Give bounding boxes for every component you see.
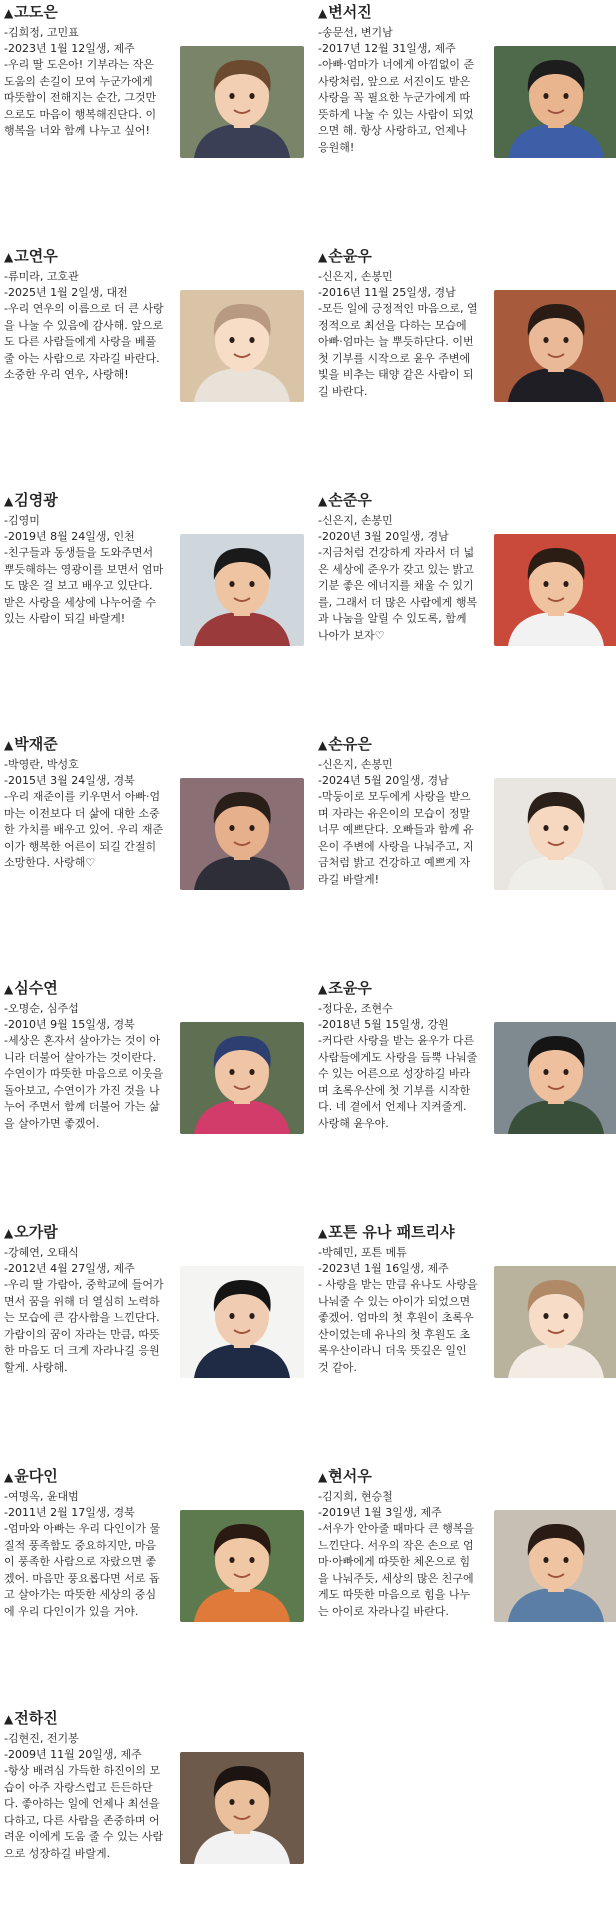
child-entry: [318, 246, 616, 400]
triangle-icon: ▲: [4, 1712, 14, 1726]
child-photo: [494, 778, 616, 890]
child-entry: [318, 734, 616, 888]
birth-info: -2016년 11월 25일생, 경남: [318, 286, 456, 299]
birth-info: -2018년 5월 15일생, 강원: [318, 1018, 449, 1031]
child-entry: [318, 1222, 616, 1376]
child-photo: [494, 1022, 616, 1134]
triangle-icon: ▲: [318, 1470, 328, 1484]
triangle-icon: ▲: [4, 738, 14, 752]
child-name: [318, 1222, 616, 1243]
triangle-icon: ▲: [318, 982, 328, 996]
child-entry: [4, 978, 304, 1132]
child-name: [318, 2, 616, 23]
child-name-text: 오가람: [14, 1223, 58, 1241]
birth-info: -2023년 1월 12일생, 제주: [4, 42, 135, 55]
parent-message: -항상 배려심 가득한 하진이의 모습이 아주 자랑스럽고 든든하단다. 좋아하는 일에 언제나 최선을 다하고, 다른 사람을 존중하며 어려운 이에게 도움 줄 수 있는 사람으로 성장하길 바랄게.: [4, 1764, 164, 1860]
parent-message: -우리 연우의 이름으로 더 큰 사랑을 나눌 수 있음에 감사해. 앞으로도 다른 사람들에게 사랑을 베풀 줄 아는 사람으로 자라길 바란다. 소중한 우리 연우, 사랑해!: [4, 302, 164, 381]
child-name-text: 김영광: [14, 491, 58, 509]
child-name: [4, 1466, 304, 1487]
parent-message: -지금처럼 건강하게 자라서 더 넓은 세상에 준우가 갖고 있는 밝고 기분 좋은 에너지를 채울 수 있기를, 그래서 더 많은 사람에게 행복과 나눔을 알릴 수 있도록, 함께 나아가 보자♡: [318, 546, 478, 642]
triangle-icon: ▲: [318, 738, 328, 752]
child-photo: [494, 1510, 616, 1622]
triangle-icon: ▲: [318, 6, 328, 20]
child-entry: [318, 490, 616, 644]
parent-message: -서우가 안아줄 때마다 큰 행복을 느낀단다. 서우의 작은 손으로 엄마·아빠에게 따뜻한 체온으로 힘을 나눠주듯, 세상의 많은 친구에게도 따뜻한 마음으로 힘을 나누는 아이로 자라나길 바란다.: [318, 1522, 475, 1618]
child-entry: [4, 246, 304, 384]
child-name: [4, 734, 304, 755]
child-name-text: 조윤우: [328, 979, 372, 997]
birth-info: -2019년 1월 3일생, 제주: [318, 1506, 442, 1519]
triangle-icon: ▲: [4, 250, 14, 264]
birth-info: -2020년 3월 20일생, 경남: [318, 530, 449, 543]
child-entry: [318, 2, 616, 156]
birth-info: -2017년 12월 31일생, 제주: [318, 42, 456, 55]
birth-info: -2019년 8월 24일생, 인천: [4, 530, 135, 543]
child-name-text: 손윤우: [328, 247, 372, 265]
triangle-icon: ▲: [4, 982, 14, 996]
child-photo: [180, 1022, 304, 1134]
birth-info: -2015년 3월 24일생, 경북: [4, 774, 135, 787]
child-name: [318, 1466, 616, 1487]
child-photo: [180, 778, 304, 890]
parent-message: -우리 딸 가람아, 중학교에 들어가면서 꿈을 위해 더 열심히 노력하는 모습에 큰 감사함을 느낀단다. 가람이의 꿈이 자라는 만큼, 따뜻한 마음도 더 크게 자라나길 응원할게. 사랑해.: [4, 1278, 164, 1374]
child-entry: [4, 2, 304, 140]
parent-message: -커다란 사랑을 받는 윤우가 다른 사람들에게도 사랑을 듬뿍 나눠줄 수 있는 어른으로 성장하길 바라며 초록우산에 첫 기부를 시작한다. 네 곁에서 언제나 지켜줄게. 사랑해 윤우야.: [318, 1034, 478, 1130]
parents-names: -박혜민, 포튼 메튜: [318, 1246, 407, 1259]
child-entry: [318, 978, 616, 1132]
child-photo: [180, 1266, 304, 1378]
child-photo: [180, 534, 304, 646]
triangle-icon: ▲: [4, 1226, 14, 1240]
child-entry: [4, 734, 304, 872]
child-entry: [4, 490, 304, 628]
triangle-icon: ▲: [318, 494, 328, 508]
parent-message: -친구들과 동생들을 도와주면서 뿌듯해하는 영광이를 보면서 엄마도 많은 걸 보고 배우고 있단다. 받은 사랑을 세상에 나누어줄 수 있는 사람이 되길 바랄게!: [4, 546, 164, 625]
child-name-text: 변서진: [328, 3, 372, 21]
child-photo: [494, 46, 616, 158]
parents-names: -신은지, 손봉민: [318, 514, 393, 527]
parents-names: -김지희, 현승철: [318, 1490, 393, 1503]
triangle-icon: ▲: [318, 1226, 328, 1240]
parents-names: -여명옥, 윤대범: [4, 1490, 79, 1503]
child-name-text: 현서우: [328, 1467, 372, 1485]
child-name-text: 포튼 유나 패트리샤: [328, 1223, 455, 1241]
child-photo: [180, 290, 304, 402]
birth-info: -2010년 9월 15일생, 경북: [4, 1018, 135, 1031]
parents-names: -김영미: [4, 514, 40, 527]
child-name: [4, 246, 304, 267]
child-entry: [4, 1222, 304, 1376]
birth-info: -2023년 1월 16일생, 제주: [318, 1262, 449, 1275]
child-name-text: 손준우: [328, 491, 372, 509]
birth-info: -2009년 11월 20일생, 제주: [4, 1748, 142, 1761]
child-name-text: 윤다인: [14, 1467, 58, 1485]
parent-message: - 사랑을 받는 만큼 유나도 사랑을 나눠줄 수 있는 아이가 되었으면 좋겠어. 엄마의 첫 후원이 초록우산이었는데 유나의 첫 후원도 초록우산이라니 더욱 뜻깊은 일인 것 같아.: [318, 1278, 478, 1374]
parent-message: -세상은 혼자서 살아가는 것이 아니라 더불어 살아가는 것이란다. 수연이가 따뜻한 마음으로 이웃을 돌아보고, 수연이가 가진 것을 나누어 주면서 함께 더불어 가는 삶을 살아가면 좋겠어.: [4, 1034, 164, 1130]
child-name-text: 박재준: [14, 735, 58, 753]
parents-names: -김희정, 고민표: [4, 26, 79, 39]
parents-names: -정다운, 조현수: [318, 1002, 393, 1015]
parents-names: -박영란, 박성호: [4, 758, 79, 771]
child-photo: [494, 534, 616, 646]
child-entry: [318, 1466, 616, 1620]
child-name-text: 전하진: [14, 1709, 58, 1727]
parents-names: -김현진, 전기봉: [4, 1732, 79, 1745]
parents-names: -오명순, 심주섭: [4, 1002, 79, 1015]
triangle-icon: ▲: [318, 250, 328, 264]
child-photo: [180, 1510, 304, 1622]
parents-names: -신은지, 손봉민: [318, 758, 393, 771]
child-name-text: 고도은: [14, 3, 58, 21]
child-photo: [180, 1752, 304, 1864]
parent-message: -우리 재준이를 키우면서 아빠·엄마는 이전보다 더 삶에 대한 소중한 가치를 배우고 있어. 우리 재준이가 행복한 어른이 되길 간절히 소망한다. 사랑해♡: [4, 790, 164, 869]
child-name-text: 고연우: [14, 247, 58, 265]
triangle-icon: ▲: [4, 494, 14, 508]
parents-names: -신은지, 손봉민: [318, 270, 393, 283]
birth-info: -2025년 1월 2일생, 대전: [4, 286, 128, 299]
triangle-icon: ▲: [4, 1470, 14, 1484]
child-photo: [494, 290, 616, 402]
child-name: [318, 246, 616, 267]
parents-names: -강혜연, 오태식: [4, 1246, 79, 1259]
triangle-icon: ▲: [4, 6, 14, 20]
child-photo: [494, 1266, 616, 1378]
child-name: [318, 490, 616, 511]
child-name: [4, 490, 304, 511]
child-name: [318, 978, 616, 999]
birth-info: -2011년 2월 17일생, 경북: [4, 1506, 135, 1519]
child-entry: [4, 1708, 304, 1862]
birth-info: -2012년 4월 27일생, 제주: [4, 1262, 135, 1275]
child-name-text: 손유은: [328, 735, 372, 753]
parent-message: -엄마와 아빠는 우리 다인이가 물질적 풍족함도 중요하지만, 마음이 풍족한 사람으로 자랐으면 좋겠어. 마음만 풍요롭다면 서로 돕고 살아가는 따뜻한 세상의 중심에 우리 다인이가 있을 거야.: [4, 1522, 161, 1618]
child-entry: [4, 1466, 304, 1620]
parents-names: -송문선, 변기남: [318, 26, 393, 39]
child-name: [4, 1708, 304, 1729]
child-name: [4, 2, 304, 23]
parents-names: -류미라, 고호관: [4, 270, 79, 283]
parent-message: -모든 일에 긍정적인 마음으로, 열정적으로 최선을 다하는 모습에 아빠·엄마는 늘 뿌듯하단다. 이번 첫 기부를 시작으로 윤우 주변에 빛을 비추는 태양 같은 사람이 되길 바란다.: [318, 302, 478, 398]
child-name: [4, 978, 304, 999]
birth-info: -2024년 5월 20일생, 경남: [318, 774, 449, 787]
parent-message: -막둥이로 모두에게 사랑을 받으며 자라는 유은이의 모습이 정말 너무 예쁘단다. 오빠들과 함께 유은이 주변에 사랑을 나눠주고, 지금처럼 밝고 건강하고 예쁘게 자라길 바랄게!: [318, 790, 474, 886]
child-name: [4, 1222, 304, 1243]
parent-message: -우리 딸 도은아! 기부라는 작은 도움의 손길이 모여 누군가에게 따뜻함이 전해지는 순간, 그것만으로도 마음이 행복해진단다. 이 행복을 너와 함께 나누고 싶어!: [4, 58, 157, 137]
child-name-text: 심수연: [14, 979, 58, 997]
parent-message: -아빠·엄마가 너에게 아낌없이 준 사랑처럼, 앞으로 서진이도 받은 사랑을 꼭 필요한 누군가에게 따뜻하게 나눌 수 있는 사람이 되었으면 해. 항상 사랑하고, 언제나 응원해!: [318, 58, 475, 154]
child-name: [318, 734, 616, 755]
child-photo: [180, 46, 304, 158]
